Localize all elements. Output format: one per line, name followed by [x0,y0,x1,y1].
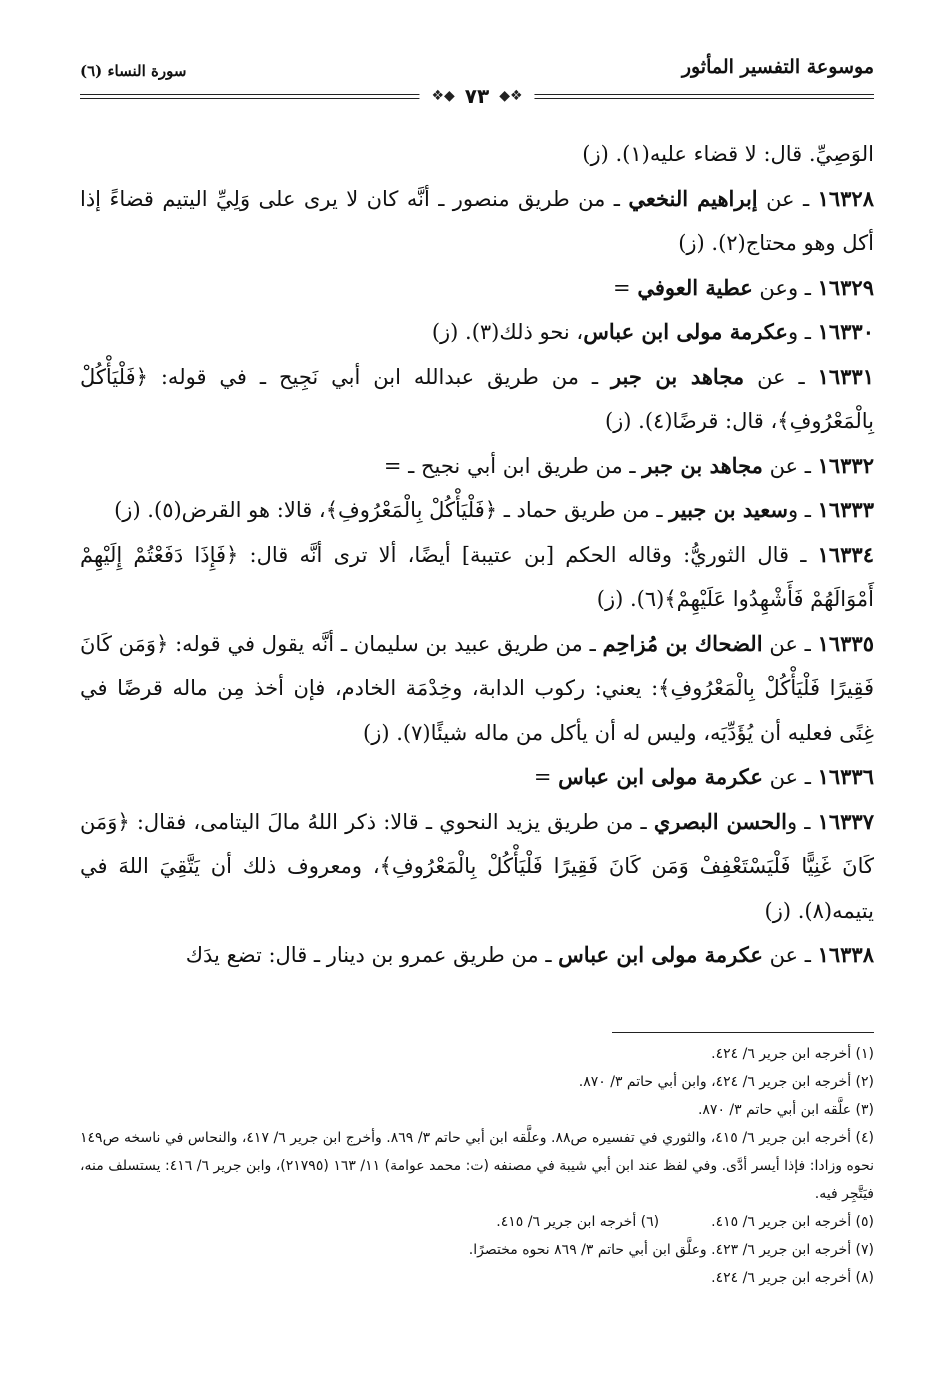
athar-number: ١٦٣٣٠ [817,319,874,344]
paragraph [80,533,874,622]
athar-number: ١٦٣٢٨ [817,185,874,211]
paragraph-text: ـ من طريق عبدالله ابن أبي نَجِيح ـ في قوله: ﴿فَلْيَأْكُلْ بِالْمَعْرُوفِ﴾، قال: قرضًا(٤). (ز) [80,364,874,433]
running-header [80,56,874,108]
athar-number: ١٦٣٣١ [817,363,874,389]
ornament-icon: ◆❖ [431,88,455,104]
athar-number: ١٦٣٣٧ [817,808,874,834]
paragraph [80,355,874,444]
paragraph [80,622,874,756]
paragraph [80,310,874,355]
narrator-name: مجاهد بن جبر [610,363,745,389]
narrator-name: عطية العوفي [637,274,753,300]
narrator-name: عكرمة مولى ابن عباس [558,942,763,967]
paragraph [80,444,874,489]
paragraph [80,933,874,978]
paragraph [80,177,874,266]
ornament-icon: ❖◆ [499,88,523,104]
paragraph [80,266,874,311]
footnote: (٢) أخرجه ابن جرير ٦/ ٤٢٤، وابن أبي حاتم ٣/ ٨٧٠. [578,1074,874,1090]
paragraph-lead: ـ و [786,809,818,834]
athar-number: ١٦٣٣٣ [817,497,874,522]
paragraph-lead: ـ وعن [752,275,818,300]
paragraph-text: ، نحو ذلك(٣). (ز) [431,320,584,344]
narrator-name: الضحاك بن مُزاحِم [602,630,763,656]
paragraph-text: = [613,275,638,300]
paragraph-lead: ـ عن [744,364,818,389]
paragraph-lead: ـ عن [762,453,818,478]
paragraph-text: الثوريُّ: وقاله الحكم [بن عتيبة] أيضًا، ألا ترى أنَّه قال: ﴿فَإِذَا دَفَعْتُمْ إِلَيْهِمْ أَمْوَالَهُمْ فَأَشْهِدُوا عَلَيْهِمْ﴾(٦). (ز) [80,542,874,611]
paragraph-text: ـ من طريق منصور ـ أنَّه كان لا يرى على وَلِيِّ اليتيم قضاءً إذا أكل وهو محتاج(٢). (ز) [80,186,874,255]
narrator-name: الحسن البصري [653,808,787,834]
paragraph-lead: ـ عن [762,943,818,967]
footnote-separator [612,1032,874,1033]
paragraph [80,488,874,533]
paragraph [80,755,874,800]
athar-number: ١٦٣٣٢ [817,452,874,478]
paragraph-lead: ـ عن [762,765,818,789]
series-title: موسوعة التفسير المأثور [681,56,874,78]
paragraph-text: ـ من طريق عمرو بن دينار ـ قال: تضع يدَك [185,943,559,967]
narrator-name: مجاهد بن جبر [642,452,763,478]
page-number-block [419,84,534,108]
paragraph [80,800,874,934]
athar-number: ١٦٣٣٥ [817,630,874,656]
footnotes [80,1040,874,1292]
paragraph-text: ـ من طريق حماد ـ ﴿فَلْيَأْكُلْ بِالْمَعْرُوفِ﴾، قالا: هو القرض(٥). (ز) [114,498,670,522]
paragraph-lead: ـ و [787,498,818,522]
athar-number: ١٦٣٣٦ [817,764,874,789]
paragraph-text: = [533,765,559,789]
narrator-name: سعيد بن جبير [669,497,788,522]
surah-label: سورة النساء (٦) [80,62,187,80]
athar-number: ١٦٣٣٨ [817,942,874,967]
paragraph [80,132,874,177]
paragraph-lead: ـ عن [762,631,818,656]
narrator-name: إبراهيم النخعي [628,185,758,211]
main-text [80,132,874,978]
footnote: (٦) أخرجه ابن جرير ٦/ ٤١٥. [496,1214,660,1230]
footnote-pair [80,1208,874,1236]
athar-number: ١٦٣٣٤ [817,541,874,567]
footnote: (٨) أخرجه ابن جرير ٦/ ٤٢٤. [711,1270,874,1286]
paragraph-lead: ـ عن [757,186,818,211]
athar-number: ١٦٣٢٩ [817,274,874,300]
paragraph-text: ـ من طريق عبيد بن سليمان ـ أنَّه يقول في قوله: ﴿وَمَن كَانَ فَقِيرًا فَلْيَأْكُلْ بِالْمَعْرُوفِ﴾: يعني: ركوب الدابة، وخِدْمَة الخادم، فإن أخذ مِن ماله قرضًا في غِنًى فعليه أن يُؤَدِّيَه، وليس له أن يأكل من ماله شيئًا(٧). (ز) [80,631,874,745]
narrator-name: عكرمة مولى ابن عباس [583,319,788,344]
page-number: ٧٣ [464,84,490,108]
footnote: (٤) أخرجه ابن جرير ٦/ ٤١٥، والثوري في تفسيره ص٨٨. وعلَّقه ابن أبي حاتم ٣/ ٨٦٩. وأخرج ابن جرير ٦/ ٤١٧، والنحاس في ناسخه ص١٤٩ نحوه وزادا: فإذا أيسر أدَّى. وفي لفظ عند ابن أبي شيبة في مصنفه (ت: محمد عوامة) ١١/ ١٦٣ (٢١٧٩٥)، وابن جرير ٦/ ٤١٦: يستسلف منه، فيَتَّجِر فيه. [80,1130,875,1202]
narrator-name: عكرمة مولى ابن عباس [558,764,763,789]
footnote: (٣) علَّقه ابن أبي حاتم ٣/ ٨٧٠. [697,1102,874,1118]
paragraph-lead: ـ قال [746,542,818,567]
footnote: (٧) أخرجه ابن جرير ٦/ ٤٢٣. وعلَّق ابن أبي حاتم ٣/ ٨٦٩ نحوه مختصرًا. [468,1242,874,1258]
paragraph-lead: ـ و [787,320,818,344]
footnote: (١) أخرجه ابن جرير ٦/ ٤٢٤. [711,1046,874,1062]
paragraph-text: ـ من طريق يزيد النحوي ـ قالا: ذكر اللهُ مالَ اليتامى، فقال: ﴿وَمَن كَانَ غَنِيًّا فَلْيَسْتَعْفِفْ وَمَن كَانَ فَقِيرًا فَلْيَأْكُلْ بِالْمَعْرُوفِ﴾، ومعروف ذلك أن يَتَّقِيَ اللهَ في يتيمه(٨). (ز) [80,809,874,923]
footnote: (٥) أخرجه ابن جرير ٦/ ٤١٥. [711,1214,874,1230]
paragraph-text: الوَصِيِّ. قال: لا قضاء عليه(١). (ز) [582,142,874,166]
paragraph-text: ـ من طريق ابن أبي نجيح ـ = [383,453,643,478]
